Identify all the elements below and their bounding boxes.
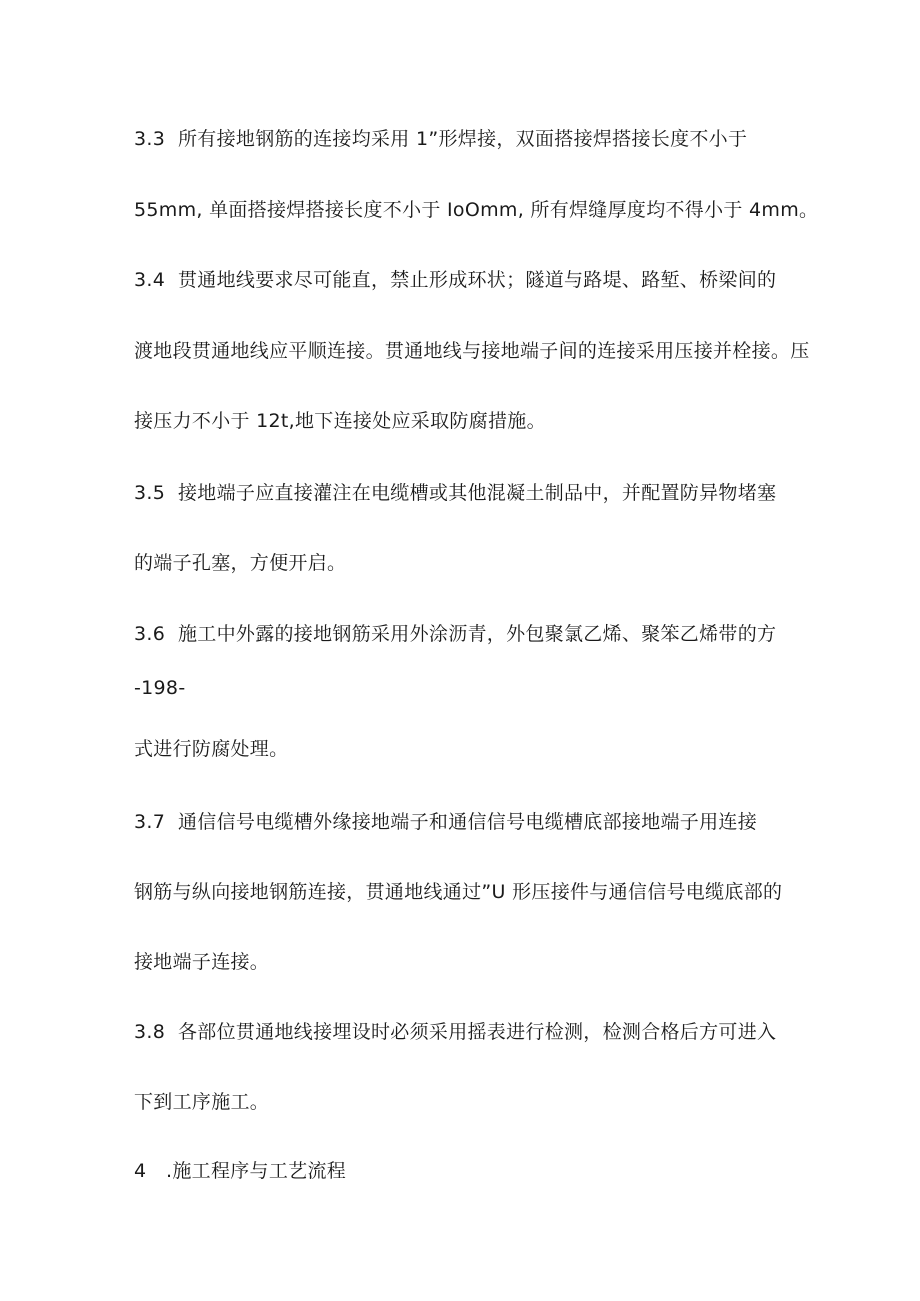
paragraph-text: 各部位贯通地线接埋设时必须采用摇表进行检测，检测合格后方可进入 xyxy=(178,1021,777,1043)
paragraph-text: 接地端子连接。 xyxy=(134,951,270,973)
paragraph-text: 施工中外露的接地钢筋采用外涂沥青，外包聚氯乙烯、聚笨乙烯带的方 xyxy=(178,623,777,645)
section-3-7-line-2 xyxy=(134,880,782,904)
page-number: -198- xyxy=(134,677,186,699)
paragraph-text: 渡地段贯通地线应平顺连接。贯通地线与接地端子间的连接采用压接并栓接。压 xyxy=(134,340,810,362)
paragraph-text: 接压力不小于 12t,地下连接处应采取防腐措施。 xyxy=(134,410,546,432)
paragraph-text: 下到工序施工。 xyxy=(134,1091,270,1113)
section-number: 3.5 xyxy=(134,482,166,504)
section-3-6-line-1 xyxy=(134,622,776,646)
continued-line-1 xyxy=(134,737,288,761)
paragraph-text: 55mm, 单面搭接焊搭接长度不小于 IoOmm, 所有焊缝厚度均不得小于 4mm。 xyxy=(134,199,819,221)
section-3-4-line-1 xyxy=(134,268,776,292)
section-number: 3.8 xyxy=(134,1021,166,1043)
section-3-7-line-3 xyxy=(134,950,269,974)
section-number: 4 xyxy=(134,1160,147,1182)
paragraph-text: 贯通地线要求尽可能直，禁止形成环状；隧道与路堤、路堑、桥梁间的 xyxy=(178,269,777,291)
paragraph-text: 接地端子应直接灌注在电缆槽或其他混凝土制品中，并配置防异物堵塞 xyxy=(178,482,777,504)
paragraph-text: 钢筋与纵向接地钢筋连接，贯通地线通过”U 形压接件与通信信号电缆底部的 xyxy=(134,881,783,903)
section-3-5-line-2 xyxy=(134,551,346,575)
section-number: 3.7 xyxy=(134,811,166,833)
section-3-8-line-2 xyxy=(134,1090,269,1114)
paragraph-text: 通信信号电缆槽外缘接地端子和通信信号电缆槽底部接地端子用连接 xyxy=(178,811,758,833)
paragraph-text: 所有接地钢筋的连接均采用 1”形焊接，双面搭接焊搭接长度不小于 xyxy=(178,128,748,150)
section-heading-text: .施工程序与工艺流程 xyxy=(166,1160,347,1182)
paragraph-text: 式进行防腐处理。 xyxy=(134,738,289,760)
section-3-4-line-2 xyxy=(134,339,810,363)
section-3-3-line-1 xyxy=(134,127,747,151)
section-heading-4 xyxy=(134,1159,346,1183)
section-3-4-line-3 xyxy=(134,409,546,433)
section-number: 3.4 xyxy=(134,269,166,291)
section-3-7-line-1 xyxy=(134,810,757,834)
section-3-3-line-2 xyxy=(134,198,818,222)
section-number: 3.6 xyxy=(134,623,166,645)
section-3-8-line-1 xyxy=(134,1020,776,1044)
section-number: 3.3 xyxy=(134,128,166,150)
paragraph-text: 的端子孔塞，方便开启。 xyxy=(134,552,347,574)
section-3-5-line-1 xyxy=(134,481,776,505)
